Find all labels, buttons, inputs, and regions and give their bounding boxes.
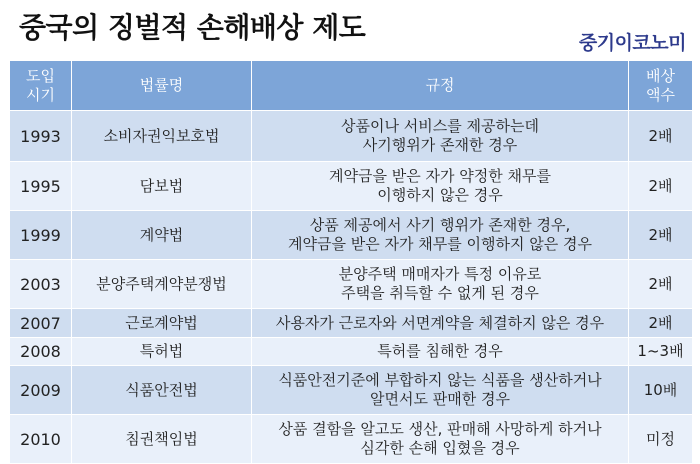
year-cell: 1995 bbox=[10, 162, 72, 211]
multiple-cell: 1~3배 bbox=[629, 338, 693, 366]
table-row bbox=[10, 415, 693, 464]
year-cell: 2008 bbox=[10, 338, 72, 366]
header-multiple: 배상 액수 bbox=[629, 61, 693, 111]
multiple-cell: 2배 bbox=[629, 211, 693, 260]
page-title: 중국의 징벌적 손해배상 제도 bbox=[19, 11, 366, 44]
damages-table bbox=[9, 60, 693, 464]
rule-cell: 계약금을 받은 자가 약정한 채무를 이행하지 않은 경우 bbox=[252, 162, 629, 211]
year-cell: 2009 bbox=[10, 366, 72, 415]
multiple-cell: 2배 bbox=[629, 309, 693, 338]
law-cell: 분양주택계약분쟁법 bbox=[72, 260, 252, 309]
rule-cell: 상품이나 서비스를 제공하는데 사기행위가 존재한 경우 bbox=[252, 111, 629, 162]
header-year: 도입 시기 bbox=[10, 61, 72, 111]
multiple-cell: 2배 bbox=[629, 260, 693, 309]
table-row bbox=[10, 366, 693, 415]
header-law: 법률명 bbox=[72, 61, 252, 111]
law-cell: 특허법 bbox=[72, 338, 252, 366]
law-cell: 소비자권익보호법 bbox=[72, 111, 252, 162]
year-cell: 2007 bbox=[10, 309, 72, 338]
law-cell: 식품안전법 bbox=[72, 366, 252, 415]
table-row bbox=[10, 111, 693, 162]
rule-cell: 분양주택 매매자가 특정 이유로 주택을 취득할 수 없게 된 경우 bbox=[252, 260, 629, 309]
year-cell: 2003 bbox=[10, 260, 72, 309]
header-rule: 규정 bbox=[252, 61, 629, 111]
table-row bbox=[10, 338, 693, 366]
multiple-cell: 2배 bbox=[629, 111, 693, 162]
table-row bbox=[10, 260, 693, 309]
year-cell: 1993 bbox=[10, 111, 72, 162]
law-cell: 침권책임법 bbox=[72, 415, 252, 464]
rule-cell: 사용자가 근로자와 서면계약을 체결하지 않은 경우 bbox=[252, 309, 629, 338]
rule-cell: 상품 결함을 알고도 생산, 판매해 사망하게 하거나 심각한 손해 입혔을 경우 bbox=[252, 415, 629, 464]
table-row bbox=[10, 162, 693, 211]
table-row bbox=[10, 211, 693, 260]
year-cell: 1999 bbox=[10, 211, 72, 260]
law-cell: 담보법 bbox=[72, 162, 252, 211]
header bbox=[0, 0, 700, 60]
rule-cell: 식품안전기준에 부합하지 않는 식품을 생산하거나 알면서도 판매한 경우 bbox=[252, 366, 629, 415]
multiple-cell: 10배 bbox=[629, 366, 693, 415]
law-cell: 계약법 bbox=[72, 211, 252, 260]
rule-cell: 특허를 침해한 경우 bbox=[252, 338, 629, 366]
multiple-cell: 2배 bbox=[629, 162, 693, 211]
year-cell: 2010 bbox=[10, 415, 72, 464]
multiple-cell: 미정 bbox=[629, 415, 693, 464]
law-cell: 근로계약법 bbox=[72, 309, 252, 338]
brand-logo: 중기이코노미 bbox=[578, 32, 686, 54]
table-row bbox=[10, 309, 693, 338]
table-header-row bbox=[10, 61, 693, 111]
rule-cell: 상품 제공에서 사기 행위가 존재한 경우, 계약금을 받은 자가 채무를 이행하지 않은 경우 bbox=[252, 211, 629, 260]
